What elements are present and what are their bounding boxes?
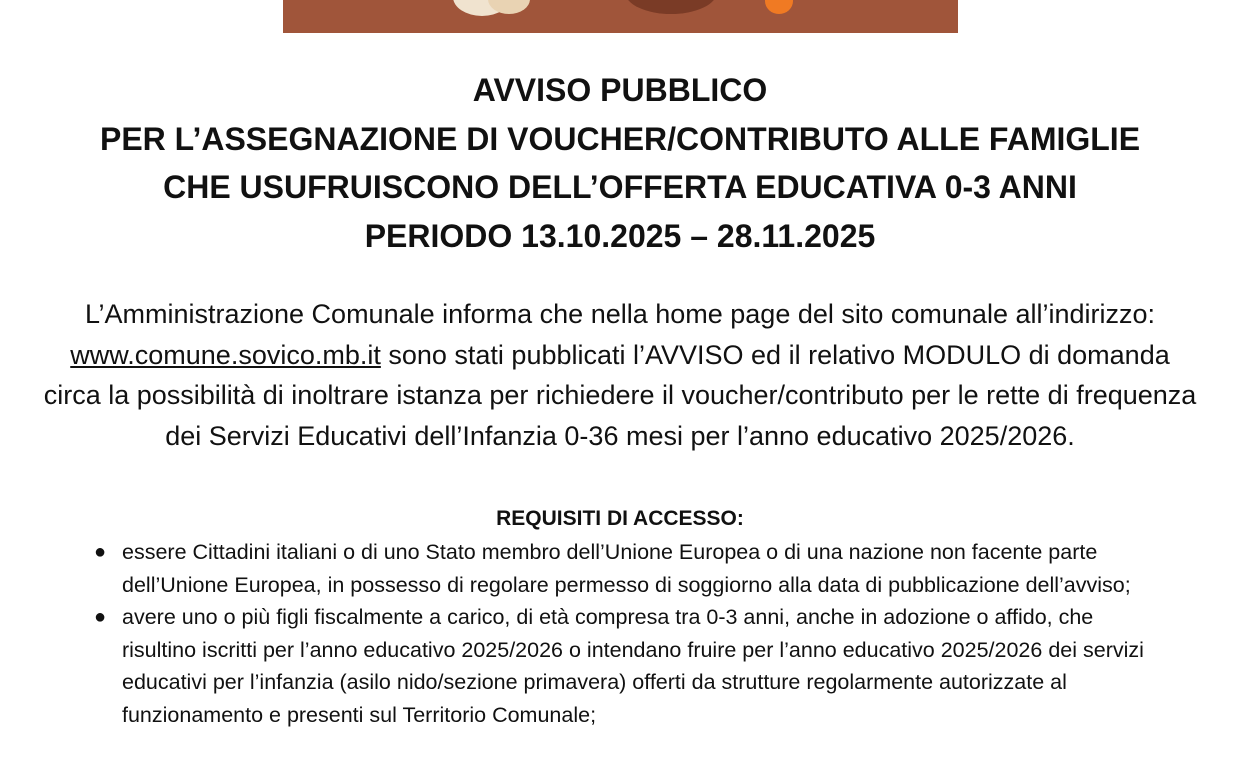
list-item (94, 601, 1172, 731)
requirement-text: essere Cittadini italiani o di uno Stato membro dell’Unione Europea o di una nazione non facente parte dell’Unione Europea, in possesso di regolare permesso di soggiorno alla data di pubblicazione dell’avviso; (122, 540, 1131, 597)
illustration-shape (625, 0, 717, 14)
header-illustration (283, 0, 958, 33)
intro-paragraph (40, 294, 1200, 456)
municipality-website-link[interactable]: www.comune.sovico.mb.it (70, 339, 381, 370)
intro-text-start: L’Amministrazione Comunale informa che nella home page del sito comunale all’indirizzo: (84, 299, 1156, 329)
bullet-icon: ● (94, 606, 107, 628)
bullet-icon: ● (94, 541, 107, 563)
title-line: PER L’ASSEGNAZIONE DI VOUCHER/CONTRIBUTO ALLE FAMIGLIE (99, 120, 1141, 157)
intro-text-end: sono stati pubblicati l’AVVISO ed il relativo MODULO di domanda circa la possibilità di inoltrare istanza per richiedere il voucher/contributo per le rette di frequenza dei Servizi Educativi dell’Infanzia 0-36 mesi per l’anno educativo 2025/2026. (43, 339, 1197, 451)
illustration-shape (765, 0, 793, 14)
requirements-heading: REQUISITI DI ACCESSO: (496, 507, 744, 530)
title-line: PERIODO 13.10.2025 – 28.11.2025 (364, 217, 876, 254)
title-line: AVVISO PUBBLICO (472, 72, 768, 108)
requirement-text: avere uno o più figli fiscalmente a carico, di età compresa tra 0-3 anni, anche in adozione o affido, che risultino iscritti per l’anno educativo 2025/2026 o intendano fruire per l’anno educativo 2025/2026 dei servizi educativi per l’infanzia (asilo nido/sezione primavera) offerti da strutture regolarmente autorizzate al funzionamento e presenti sul Territorio Comunale; (122, 605, 1144, 727)
requirements-list (94, 536, 1172, 731)
notice-title (0, 66, 1240, 260)
list-item (94, 536, 1172, 601)
title-line: CHE USUFRUISCONO DELL’OFFERTA EDUCATIVA 0-3 ANNI (163, 169, 1077, 205)
